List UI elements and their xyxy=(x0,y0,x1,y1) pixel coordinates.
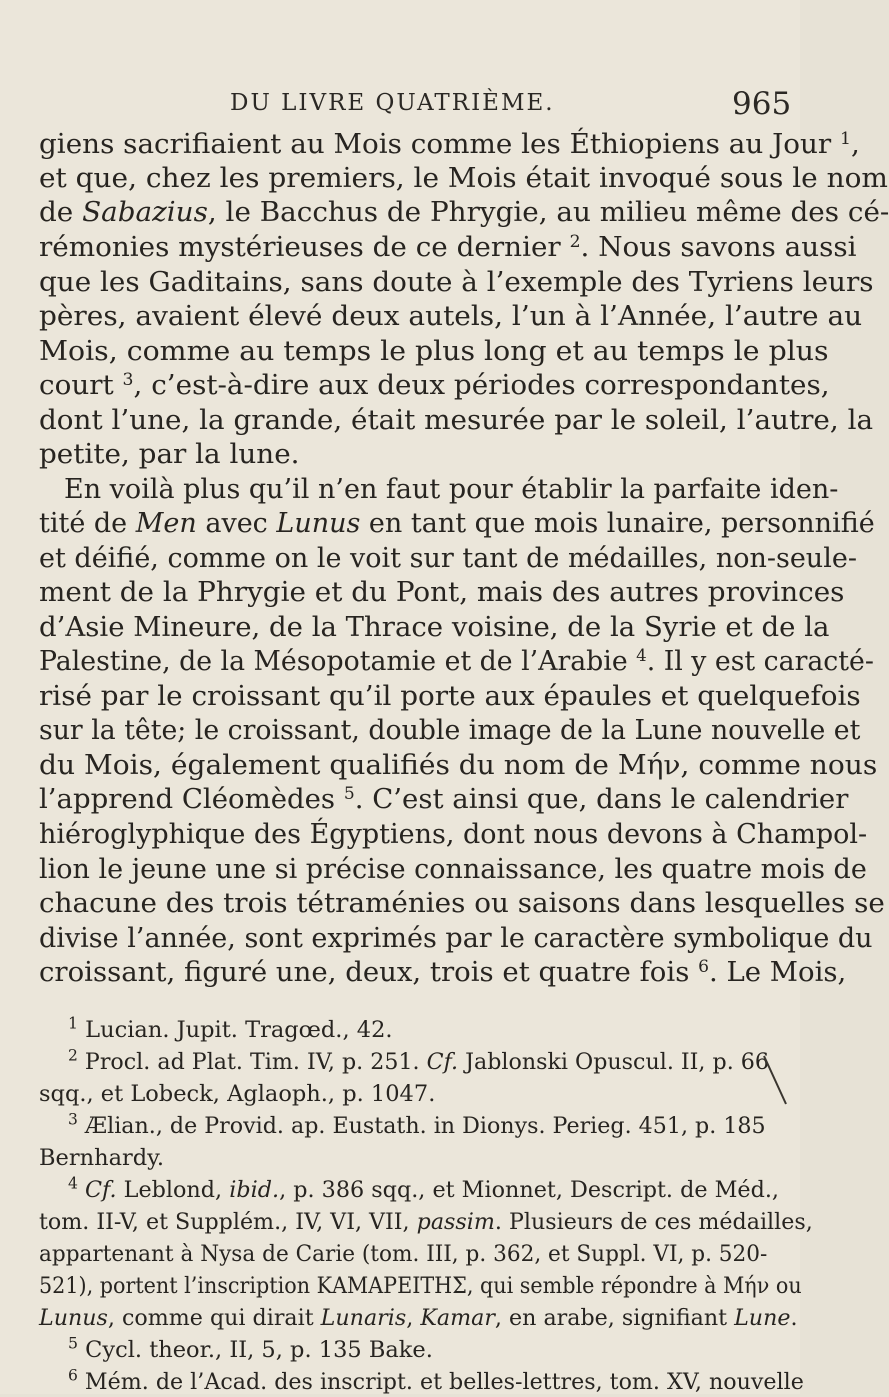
text-line: En voilà plus qu’il n’en faut pour établir la parfaite iden- xyxy=(64,474,839,505)
footnote-5: $^5$ Cycl. theor., II, 5, p. 135 Bake. xyxy=(68,1333,433,1363)
text-line: hiéroglyphique des Égyptiens, dont nous devons à Champol- xyxy=(39,819,868,850)
text-line: dont l’une, la grande, était mesurée par le soleil, l’autre, la xyxy=(39,405,874,436)
footnote-4: $^4$ Cf. Leblond, ibid., p. 386 sqq., et Mionnet, Descript. de Méd., xyxy=(68,1173,780,1203)
text-line: d’Asie Mineure, de la Thrace voisine, de la Syrie et de la xyxy=(39,612,830,643)
text-line: petite, par la lune. xyxy=(39,439,300,470)
footnote-ref: 4 xyxy=(636,644,647,665)
text-line: et déifié, comme on le voit sur tant de médailles, non-seule- xyxy=(39,543,857,574)
footnote-4-continued: Lunus, comme qui dirait Lunaris, Kamar, en arabe, signifiant Lune. xyxy=(39,1305,798,1331)
footnote-ref: 1 xyxy=(840,127,852,148)
text-line: divise l’année, sont exprimés par le caractère symbolique du xyxy=(39,923,873,954)
footnote-4-continued: 521), portent l’inscription ΚΑΜΑΡΕΙΤΗΣ, qui semble répondre à Μήν ou xyxy=(39,1273,802,1299)
page-header xyxy=(0,86,800,126)
text-line: court $^3$, c’est-à-dire aux deux périodes correspondantes, xyxy=(39,368,830,401)
footnote-1: $^1$ Lucian. Jupit. Tragœd., 42. xyxy=(68,1013,393,1043)
text-line: et que, chez les premiers, le Mois était invoqué sous le nom xyxy=(39,163,888,194)
text-line: l’apprend Cléomèdes $^5$. C’est ainsi que, dans le calendrier xyxy=(39,782,849,815)
text-line: croissant, figuré une, deux, trois et quatre fois $^6$. Le Mois, xyxy=(39,955,847,988)
text-line: rémonies mystérieuses de ce dernier $^2$. Nous savons aussi xyxy=(39,230,857,263)
margin-mark-icon xyxy=(760,1052,790,1112)
footnote-3: $^3$ Ælian., de Provid. ap. Eustath. in Dionys. Perieg. 451, p. 185 xyxy=(68,1109,766,1139)
text-line: pères, avaient élevé deux autels, l’un à l’Année, l’autre au xyxy=(39,301,863,332)
text-line: sur la tête; le croissant, double image de la Lune nouvelle et xyxy=(39,715,861,746)
footnote-ref: 6 xyxy=(698,955,709,976)
footnote-6: $^6$ Mém. de l’Acad. des inscript. et belles-lettres, tom. XV, nouvelle xyxy=(68,1365,804,1395)
text-line: tité de Men avec Lunus en tant que mois lunaire, personnifié xyxy=(39,508,875,539)
footnote-ref: 5 xyxy=(343,782,355,803)
footnote-4-continued: tom. II-V, et Supplém., IV, VI, VII, passim. Plusieurs de ces médailles, xyxy=(39,1209,813,1235)
text-line: risé par le croissant qu’il porte aux épaules et quelquefois xyxy=(39,681,861,712)
text-line: Mois, comme au temps le plus long et au temps le plus xyxy=(39,336,829,367)
text-line: giens sacrifiaient au Mois comme les Éthiopiens au Jour $^1$, xyxy=(39,127,860,160)
footnote-4-continued: appartenant à Nysa de Carie (tom. III, p. 362, et Suppl. VI, p. 520- xyxy=(39,1241,768,1267)
page-number: 965 xyxy=(732,86,792,122)
running-head: DU LIVRE QUATRIÈME. xyxy=(230,90,555,116)
footnote-2: $^2$ Procl. ad Plat. Tim. IV, p. 251. Cf. Jablonski Opuscul. II, p. 66 xyxy=(68,1045,769,1075)
text-line: lion le jeune une si précise connaissance, les quatre mois de xyxy=(39,854,867,885)
text-line: chacune des trois tétraménies ou saisons dans lesquelles se xyxy=(39,888,885,919)
footnote-3-continued: Bernhardy. xyxy=(39,1145,165,1171)
text-line: du Mois, également qualifiés du nom de Μήν, comme nous xyxy=(39,750,878,781)
text-line: que les Gaditains, sans doute à l’exemple des Tyriens leurs xyxy=(39,267,874,298)
footnote-ref: 3 xyxy=(122,368,134,389)
text-line: ment de la Phrygie et du Pont, mais des autres provinces xyxy=(39,577,845,608)
footnote-2-continued: sqq., et Lobeck, Aglaoph., p. 1047. xyxy=(39,1081,436,1107)
text-line: Palestine, de la Mésopotamie et de l’Arabie $^4$. Il y est caracté- xyxy=(39,644,874,677)
text-line: de Sabazius, le Bacchus de Phrygie, au milieu même des cé- xyxy=(39,197,889,228)
footnote-ref: 2 xyxy=(569,230,581,251)
